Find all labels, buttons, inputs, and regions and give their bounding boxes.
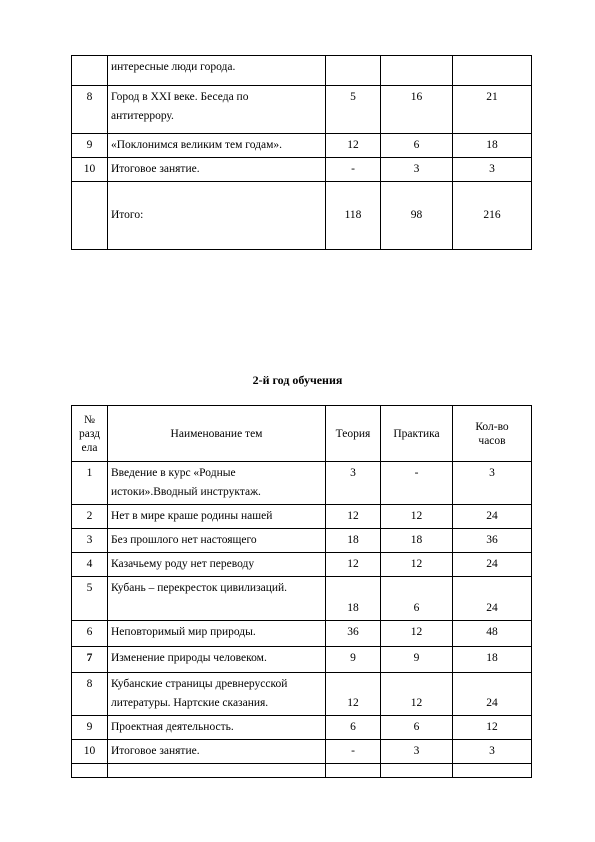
cell-name: «Поклонимся великим тем годам». <box>108 134 326 158</box>
table-row <box>72 56 532 86</box>
table-row <box>72 740 532 764</box>
cell-num: 1 <box>72 462 108 505</box>
cell-name: Кубанские страницы древнерусской литературы. Нартские сказания. <box>108 673 326 716</box>
cell-practice: 12 <box>381 621 453 647</box>
cell-practice: 6 <box>381 716 453 740</box>
cell-theory: 12 <box>326 505 381 529</box>
cell-num: 6 <box>72 621 108 647</box>
cell-name: Нет в мире краше родины нашей <box>108 505 326 529</box>
total-theory: 118 <box>326 182 381 250</box>
table-row <box>72 505 532 529</box>
cell-total: 12 <box>453 716 532 740</box>
cell-practice: 6 <box>381 577 453 621</box>
cell-name: Проектная деятельность. <box>108 716 326 740</box>
cell-num: 4 <box>72 553 108 577</box>
cell-name <box>108 86 326 134</box>
cell-num: 8 <box>72 673 108 716</box>
cell-num <box>72 182 108 250</box>
cell-practice: 18 <box>381 529 453 553</box>
cell-practice: 3 <box>381 740 453 764</box>
cell-total: 3 <box>453 462 532 505</box>
table-row <box>72 158 532 182</box>
cell-theory: 9 <box>326 647 381 673</box>
table-row <box>72 577 532 621</box>
cell-practice: 6 <box>381 134 453 158</box>
cell-theory: 18 <box>326 529 381 553</box>
section-heading: 2-й год обучения <box>252 373 343 387</box>
cell-name: Неповторимый мир природы. <box>108 621 326 647</box>
header-practice: Практика <box>381 406 453 462</box>
table-row-empty <box>72 764 532 778</box>
cell-name: интересные люди города. <box>108 56 326 86</box>
cell-num: 8 <box>72 86 108 134</box>
cell-empty <box>108 764 326 778</box>
cell-name: Без прошлого нет настоящего <box>108 529 326 553</box>
table-first-year-continuation <box>71 55 532 250</box>
cell-theory: 36 <box>326 621 381 647</box>
cell-num: 2 <box>72 505 108 529</box>
cell-total: 24 <box>453 505 532 529</box>
table-row <box>72 134 532 158</box>
table-row <box>72 462 532 505</box>
header-num: № разд ела <box>72 406 108 462</box>
cell-theory <box>326 56 381 86</box>
table-row <box>72 529 532 553</box>
cell-theory: 6 <box>326 716 381 740</box>
cell-name: Кубань – перекресток цивилизаций. <box>108 577 326 621</box>
cell-num <box>72 56 108 86</box>
table-second-year <box>71 405 532 778</box>
header-total: Кол-во часов <box>453 406 532 462</box>
cell-total: 36 <box>453 529 532 553</box>
cell-practice: 12 <box>381 673 453 716</box>
table-row <box>72 621 532 647</box>
table-row-total <box>72 182 532 250</box>
cell-name: Введение в курс «Родные истоки».Вводный инструктаж. <box>108 462 326 505</box>
cell-total: 18 <box>453 134 532 158</box>
cell-practice <box>381 56 453 86</box>
cell-total: 21 <box>453 86 532 134</box>
cell-practice: 12 <box>381 553 453 577</box>
total-practice: 98 <box>381 182 453 250</box>
cell-practice: 3 <box>381 158 453 182</box>
table-row <box>72 716 532 740</box>
cell-num: 5 <box>72 577 108 621</box>
cell-name-line: антитеррору. <box>111 110 174 122</box>
header-theory: Теория <box>326 406 381 462</box>
cell-name: Изменение природы человеком. <box>108 647 326 673</box>
table-row <box>72 647 532 673</box>
cell-name: Казачьему роду нет переводу <box>108 553 326 577</box>
cell-empty <box>381 764 453 778</box>
cell-empty <box>326 764 381 778</box>
cell-theory: 3 <box>326 462 381 505</box>
cell-total: 3 <box>453 158 532 182</box>
cell-practice: 12 <box>381 505 453 529</box>
cell-num: 9 <box>72 134 108 158</box>
cell-total <box>453 56 532 86</box>
cell-total: 48 <box>453 621 532 647</box>
cell-name-line: Город в XXI веке. Беседа по <box>111 91 249 103</box>
cell-theory: 12 <box>326 553 381 577</box>
cell-total: 3 <box>453 740 532 764</box>
cell-theory: - <box>326 740 381 764</box>
cell-num: 9 <box>72 716 108 740</box>
total-label: Итого: <box>108 182 326 250</box>
cell-num: 3 <box>72 529 108 553</box>
cell-theory: 5 <box>326 86 381 134</box>
cell-name: Итоговое занятие. <box>108 740 326 764</box>
cell-total: 18 <box>453 647 532 673</box>
cell-practice: 16 <box>381 86 453 134</box>
cell-total: 24 <box>453 553 532 577</box>
cell-num: 10 <box>72 740 108 764</box>
cell-name: Итоговое занятие. <box>108 158 326 182</box>
cell-empty <box>72 764 108 778</box>
table-row <box>72 86 532 134</box>
table-row <box>72 553 532 577</box>
cell-total: 24 <box>453 577 532 621</box>
cell-num: 10 <box>72 158 108 182</box>
table-header-row <box>72 406 532 462</box>
cell-num: 7 <box>72 647 108 673</box>
cell-empty <box>453 764 532 778</box>
total-hours: 216 <box>453 182 532 250</box>
table-row <box>72 673 532 716</box>
cell-practice: - <box>381 462 453 505</box>
cell-theory: - <box>326 158 381 182</box>
cell-practice: 9 <box>381 647 453 673</box>
header-name: Наименование тем <box>108 406 326 462</box>
cell-total: 24 <box>453 673 532 716</box>
cell-theory: 12 <box>326 134 381 158</box>
cell-theory: 12 <box>326 673 381 716</box>
cell-theory: 18 <box>326 577 381 621</box>
